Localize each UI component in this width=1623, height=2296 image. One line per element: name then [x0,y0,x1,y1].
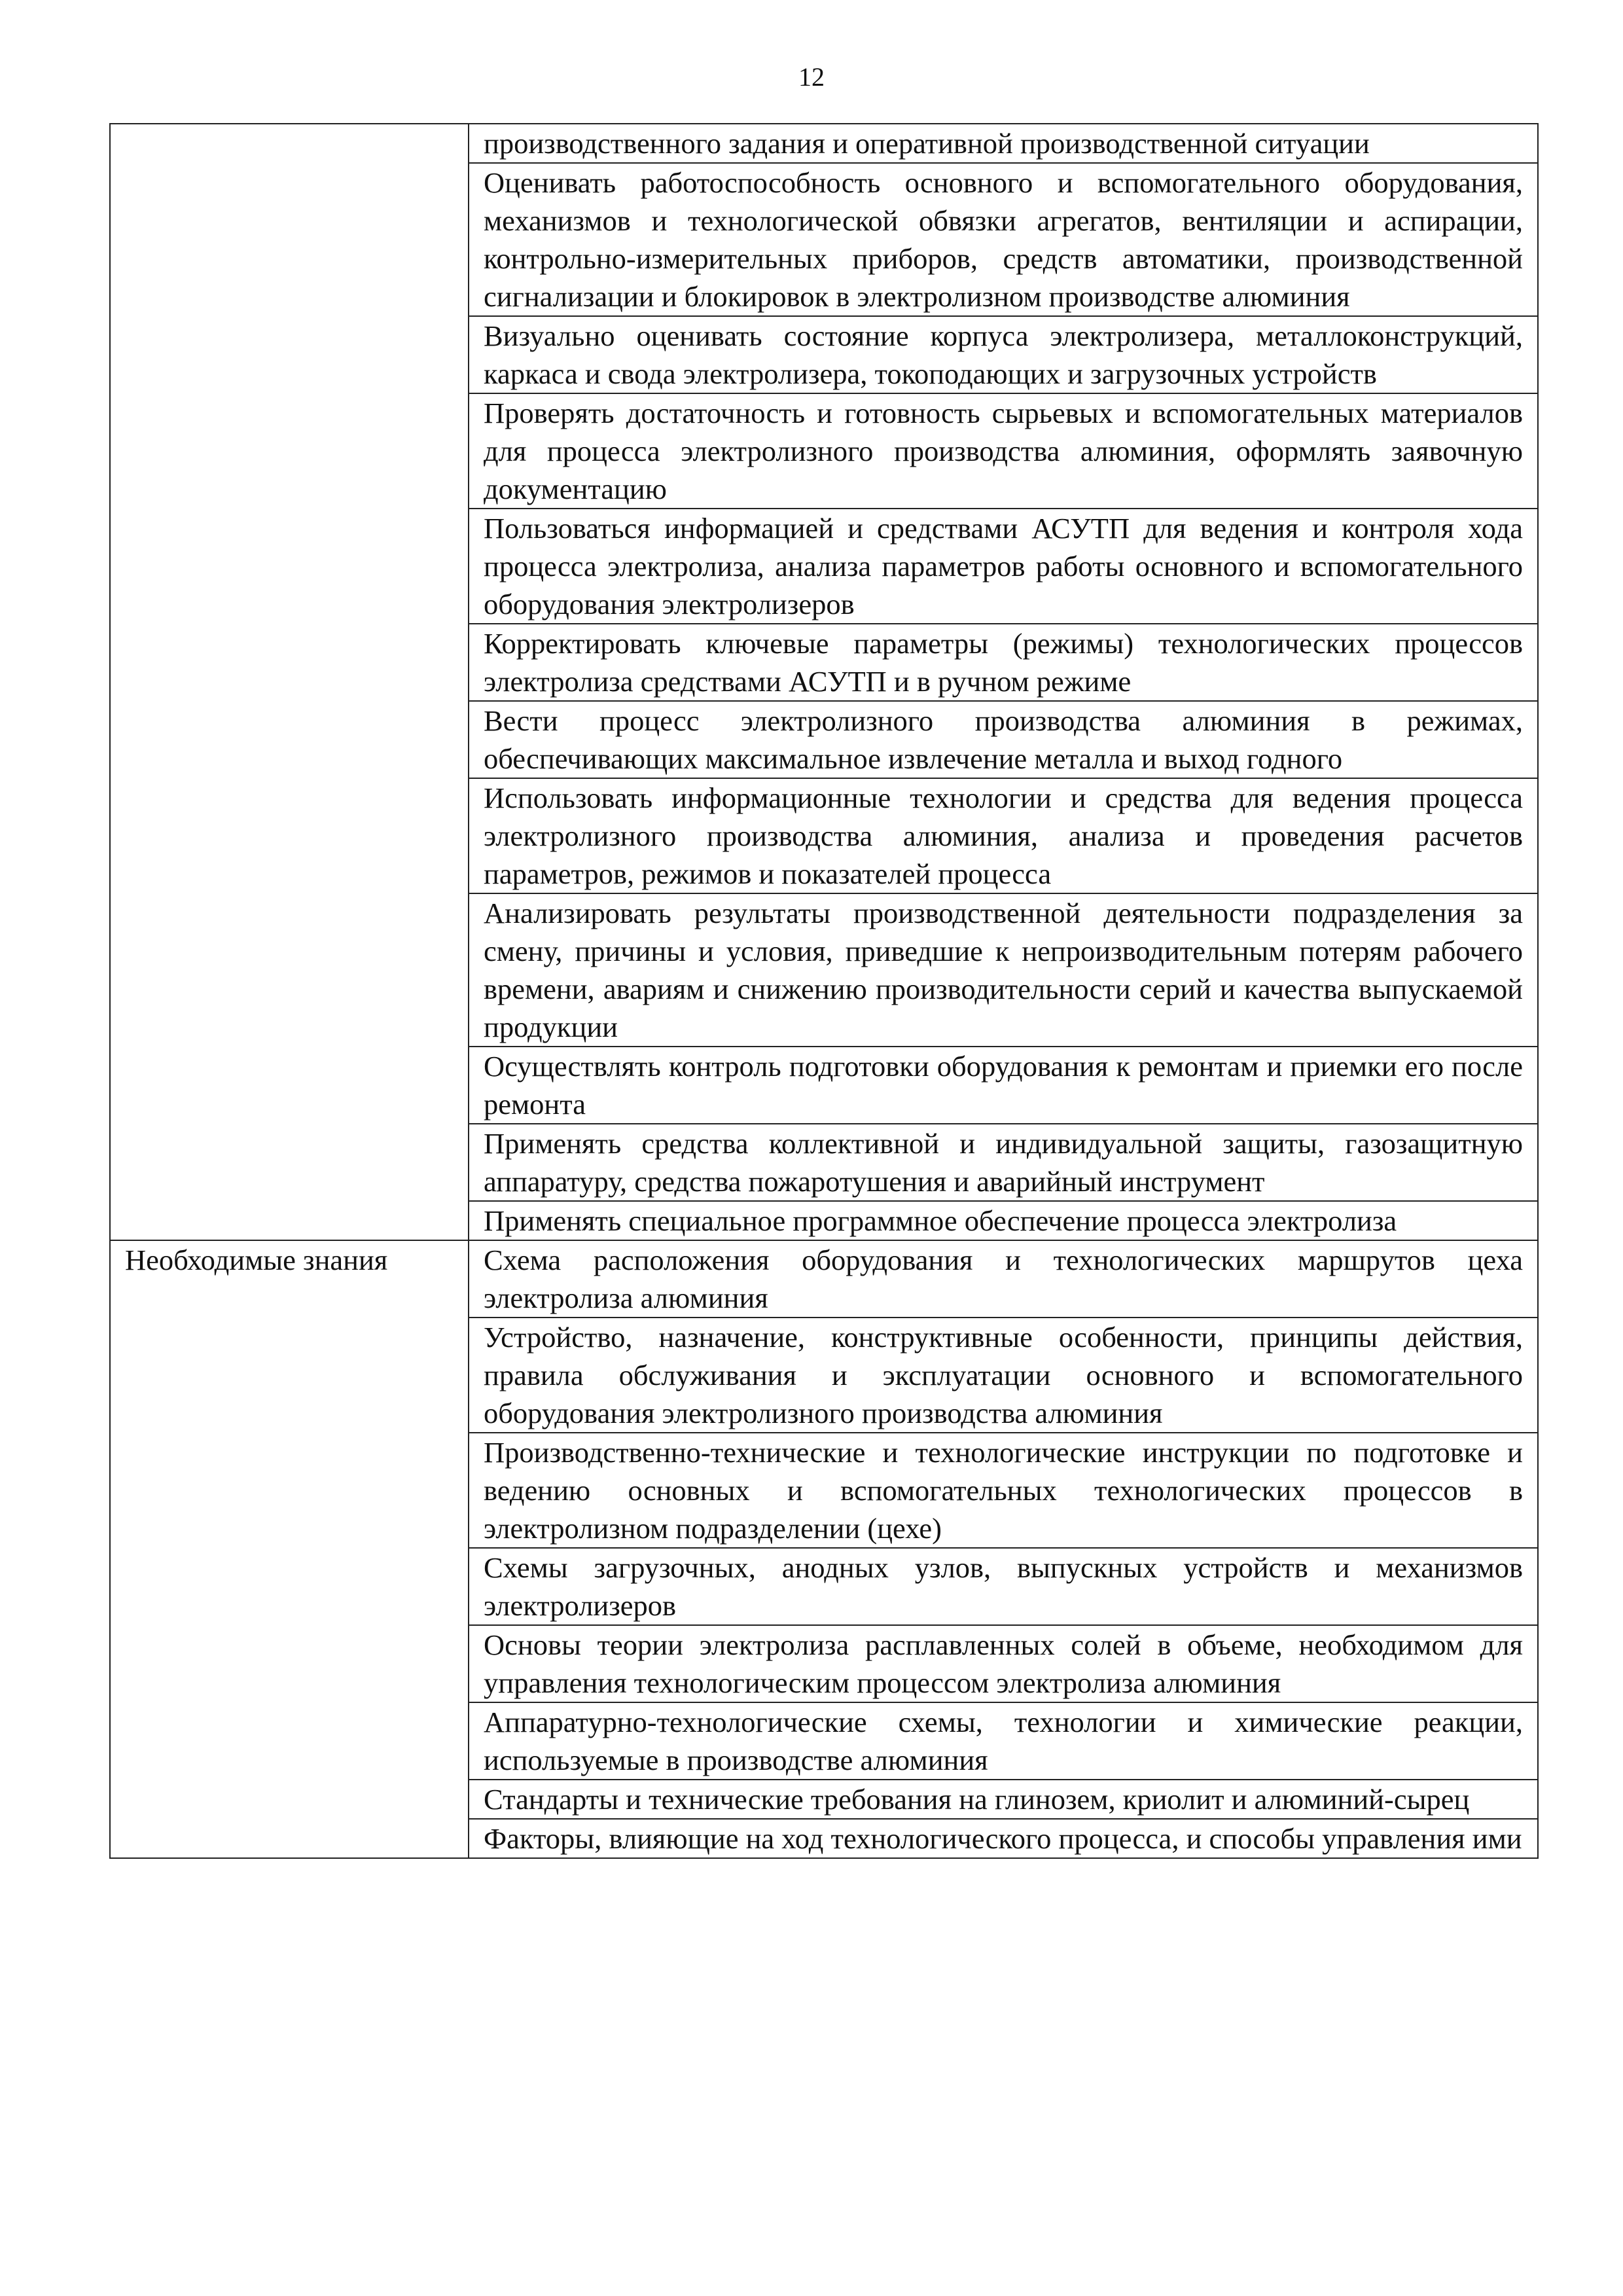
requirement-item: Производственно-технические и технологические инструкции по подготовке и ведению основных и вспомогательных технологических процессов в электролизном подразделении (цехе) [469,1433,1538,1548]
requirement-item: Корректировать ключевые параметры (режимы) технологических процессов электролиза средствами АСУТП и в ручном режиме [469,624,1538,701]
table-row [110,124,1538,163]
requirement-item: Пользоваться информацией и средствами АСУТП для ведения и контроля хода процесса электролиза, анализа параметров работы основного и вспомогательного оборудования электролизеров [469,509,1538,624]
requirement-item: Факторы, влияющие на ход технологического процесса, и способы управления ими [469,1819,1538,1858]
requirement-item: Анализировать результаты производственной деятельности подразделения за смену, причины и условия, приведшие к непроизводительным потерям рабочего времени, авариям и снижению производительности серий и качества выпускаемой продукции [469,893,1538,1047]
requirement-item: Вести процесс электролизного производства алюминия в режимах, обеспечивающих максимальное извлечение металла и выход годного [469,701,1538,778]
requirement-item: Основы теории электролиза расплавленных солей в объеме, необходимом для управления технологическим процессом электролиза алюминия [469,1625,1538,1702]
requirement-item: Аппаратурно-технологические схемы, технологии и химические реакции, используемые в производстве алюминия [469,1702,1538,1780]
table-row [110,1240,1538,1318]
requirements-table [109,123,1539,1859]
requirement-item: Оценивать работоспособность основного и вспомогательного оборудования, механизмов и технологической обвязки агрегатов, вентиляции и аспирации, контрольно-измерительных приборов, средств автоматики, производственной сигнализации и блокировок в электролизном производстве алюминия [469,163,1538,316]
requirement-item: производственного задания и оперативной производственной ситуации [469,124,1538,163]
section-label-empty [110,124,469,1240]
requirement-item: Визуально оценивать состояние корпуса электролизера, металлоконструкций, каркаса и свода электролизера, токоподающих и загрузочных устройств [469,316,1538,393]
requirement-item: Устройство, назначение, конструктивные особенности, принципы действия, правила обслуживания и эксплуатации основного и вспомогательного оборудования электролизного производства алюминия [469,1318,1538,1433]
requirement-item: Стандарты и технические требования на глинозем, криолит и алюминий-сырец [469,1780,1538,1819]
requirement-item: Осуществлять контроль подготовки оборудования к ремонтам и приемки его после ремонта [469,1047,1538,1124]
requirement-item: Проверять достаточность и готовность сырьевых и вспомогательных материалов для процесса электролизного производства алюминия, оформлять заявочную документацию [469,393,1538,509]
requirement-item: Схемы загрузочных, анодных узлов, выпускных устройств и механизмов электролизеров [469,1548,1538,1625]
requirement-item: Схема расположения оборудования и технологических маршрутов цеха электролиза алюминия [469,1240,1538,1318]
requirement-item: Применять специальное программное обеспечение процесса электролиза [469,1201,1538,1240]
section-label: Необходимые знания [110,1240,469,1858]
page-number: 12 [798,62,825,92]
requirement-item: Применять средства коллективной и индивидуальной защиты, газозащитную аппаратуру, средства пожаротушения и аварийный инструмент [469,1124,1538,1201]
requirement-item: Использовать информационные технологии и средства для ведения процесса электролизного производства алюминия, анализа и проведения расчетов параметров, режимов и показателей процесса [469,778,1538,893]
requirements-table-body [110,124,1538,1858]
